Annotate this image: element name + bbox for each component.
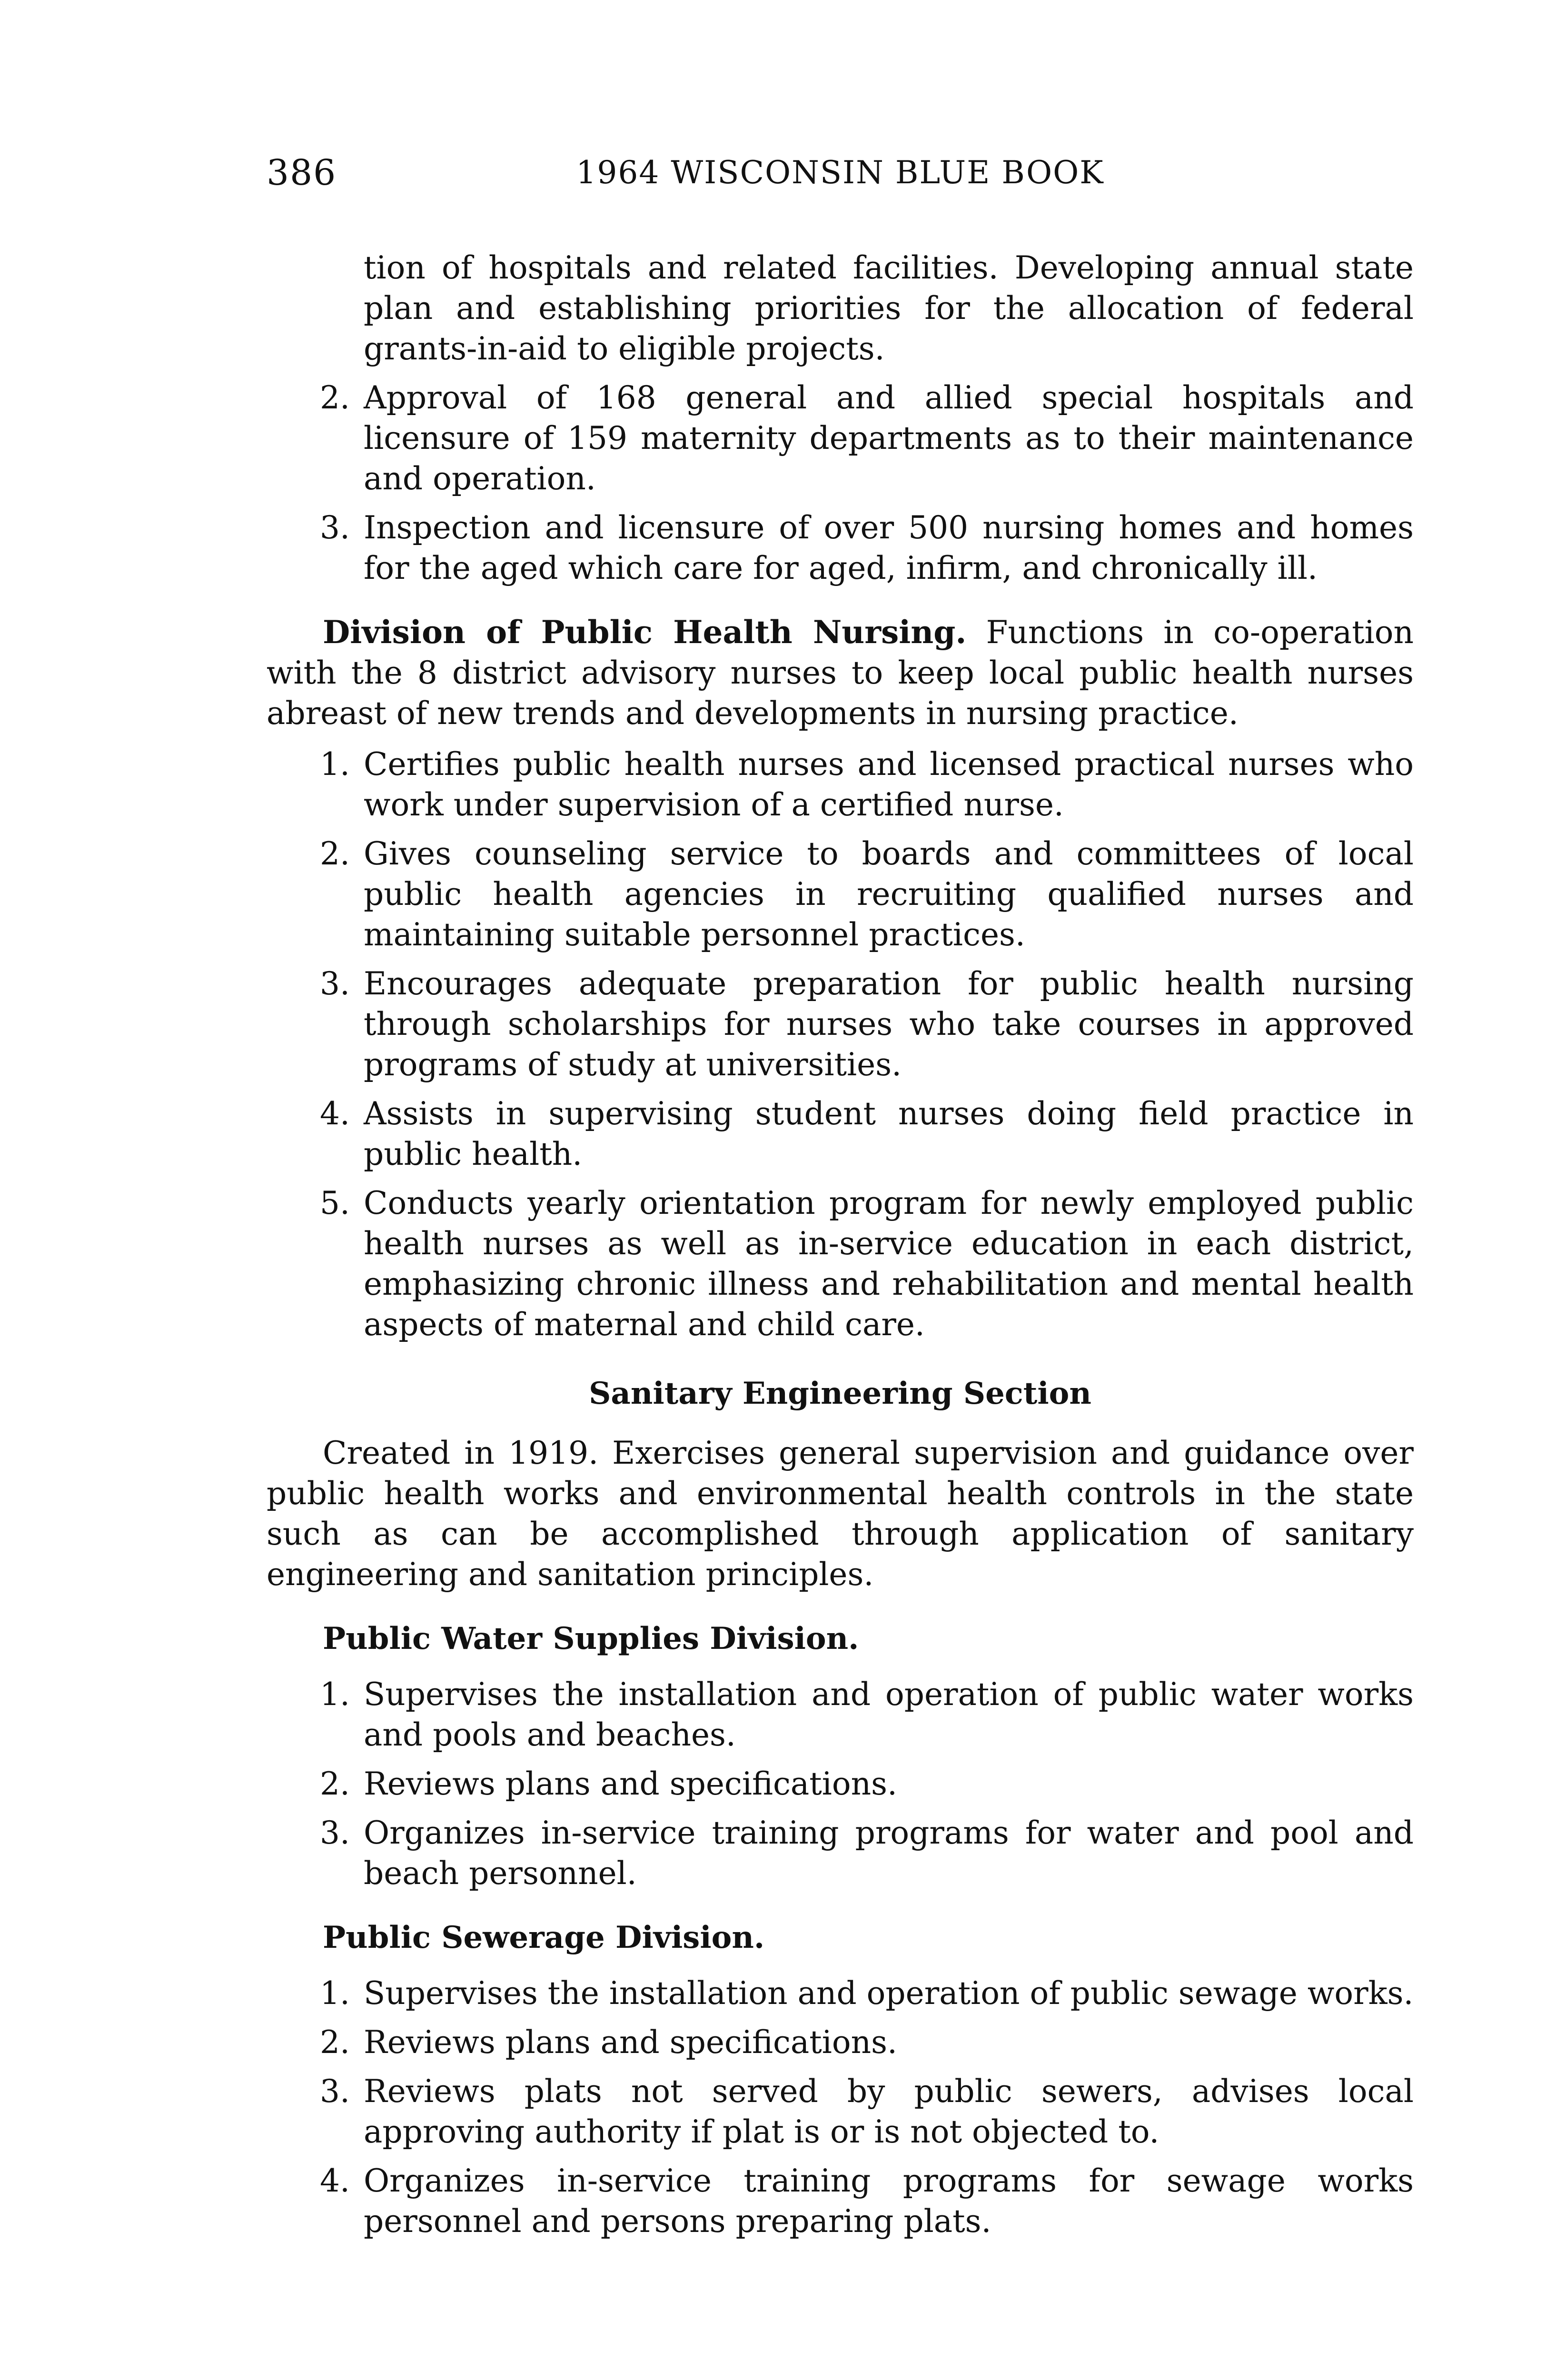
- list-text: Supervises the installation and operation of public sewage works.: [364, 1975, 1414, 2012]
- nursing-heading: Division of Public Health Nursing.: [323, 614, 967, 651]
- list-number: 1.: [320, 746, 350, 783]
- list-text: Gives counseling service to boards and committees of local public health agencies in recruiting qualified nurses and maintaining suitable personnel practices.: [364, 835, 1414, 953]
- list-item: [267, 377, 1414, 499]
- list-item: [267, 2022, 1414, 2063]
- intro-list: [267, 377, 1414, 588]
- list-number: 2.: [320, 1765, 350, 1802]
- page-header: [267, 151, 1414, 194]
- list-item: [267, 833, 1414, 955]
- list-text: Supervises the installation and operation of public water works and pools and beaches.: [364, 1676, 1414, 1753]
- nursing-paragraph: [267, 612, 1414, 734]
- list-item: [267, 2071, 1414, 2152]
- list-number: 1.: [320, 1676, 350, 1713]
- list-item: [267, 507, 1414, 588]
- list-item: [267, 744, 1414, 825]
- list-text: Reviews plans and specifications.: [364, 1765, 898, 1802]
- running-title: 1964 WISCONSIN BLUE BOOK: [576, 154, 1104, 191]
- list-item: [267, 963, 1414, 1085]
- list-text: Approval of 168 general and allied special hospitals and licensure of 159 maternity departments as to their maintenance and operation.: [364, 379, 1414, 497]
- list-item: [267, 2161, 1414, 2241]
- list-item: [267, 1813, 1414, 1894]
- list-text: Inspection and licensure of over 500 nursing homes and homes for the aged which care for aged, infirm, and chronically ill.: [364, 509, 1414, 586]
- list-number: 3.: [320, 509, 350, 546]
- list-text: Encourages adequate preparation for public health nursing through scholarships for nurses who take courses in approved programs of study at universities.: [364, 965, 1414, 1083]
- list-item: [267, 1674, 1414, 1755]
- list-text: Reviews plats not served by public sewers, advises local approving authority if plat is or is not objected to.: [364, 2073, 1414, 2150]
- list-number: 4.: [320, 2162, 350, 2199]
- list-item: [267, 1764, 1414, 1804]
- list-number: 5.: [320, 1185, 350, 1221]
- list-number: 2.: [320, 2024, 350, 2061]
- list-number: 3.: [320, 1815, 350, 1851]
- list-text: Assists in supervising student nurses doing field practice in public health.: [364, 1095, 1414, 1172]
- nursing-list: [267, 744, 1414, 1345]
- list-number: 3.: [320, 965, 350, 1002]
- list-text: Organizes in-service training programs for water and pool and beach personnel.: [364, 1815, 1414, 1892]
- list-text: Organizes in-service training programs for sewage works personnel and persons preparing plats.: [364, 2162, 1414, 2240]
- list-item: [267, 1973, 1414, 2013]
- intro-continuation: tion of hospitals and related facilities. Developing annual state plan and establishing priorities for the allocation of federal grants-in-aid to eligible projects.: [364, 249, 1414, 367]
- water-list: [267, 1674, 1414, 1894]
- list-text: Reviews plans and specifications.: [364, 2024, 898, 2061]
- list-number: 3.: [320, 2073, 350, 2110]
- list-number: 2.: [320, 379, 350, 416]
- list-number: 4.: [320, 1095, 350, 1132]
- list-item: [267, 1093, 1414, 1174]
- nursing-text: Functions in co-operation with the 8 district advisory nurses to keep local public health nurses abreast of new trends and developments in nursing practice.: [267, 614, 1414, 732]
- sewerage-list: [267, 1973, 1414, 2241]
- sewerage-division-heading: Public Sewerage Division.: [323, 1920, 765, 1955]
- page-number: 386: [267, 152, 337, 193]
- water-division-heading: Public Water Supplies Division.: [323, 1621, 859, 1656]
- list-text: Certifies public health nurses and licensed practical nurses who work under supervision of a certified nurse.: [364, 746, 1414, 823]
- list-text: Conducts yearly orientation program for newly employed public health nurses as well as in-service education in each district, emphasizing chronic illness and rehabilitation and mental health aspects of maternal and child care.: [364, 1185, 1414, 1343]
- list-number: 1.: [320, 1975, 350, 2012]
- section-title: Sanitary Engineering Section: [589, 1376, 1091, 1411]
- list-item: [267, 1183, 1414, 1345]
- page-body: [267, 248, 1414, 2250]
- sanitary-paragraph: Created in 1919. Exercises general supervision and guidance over public health works and environmental health controls in the state such as can be accomplished through application of sanitary engineering and sanitation principles.: [267, 1435, 1414, 1593]
- list-number: 2.: [320, 835, 350, 872]
